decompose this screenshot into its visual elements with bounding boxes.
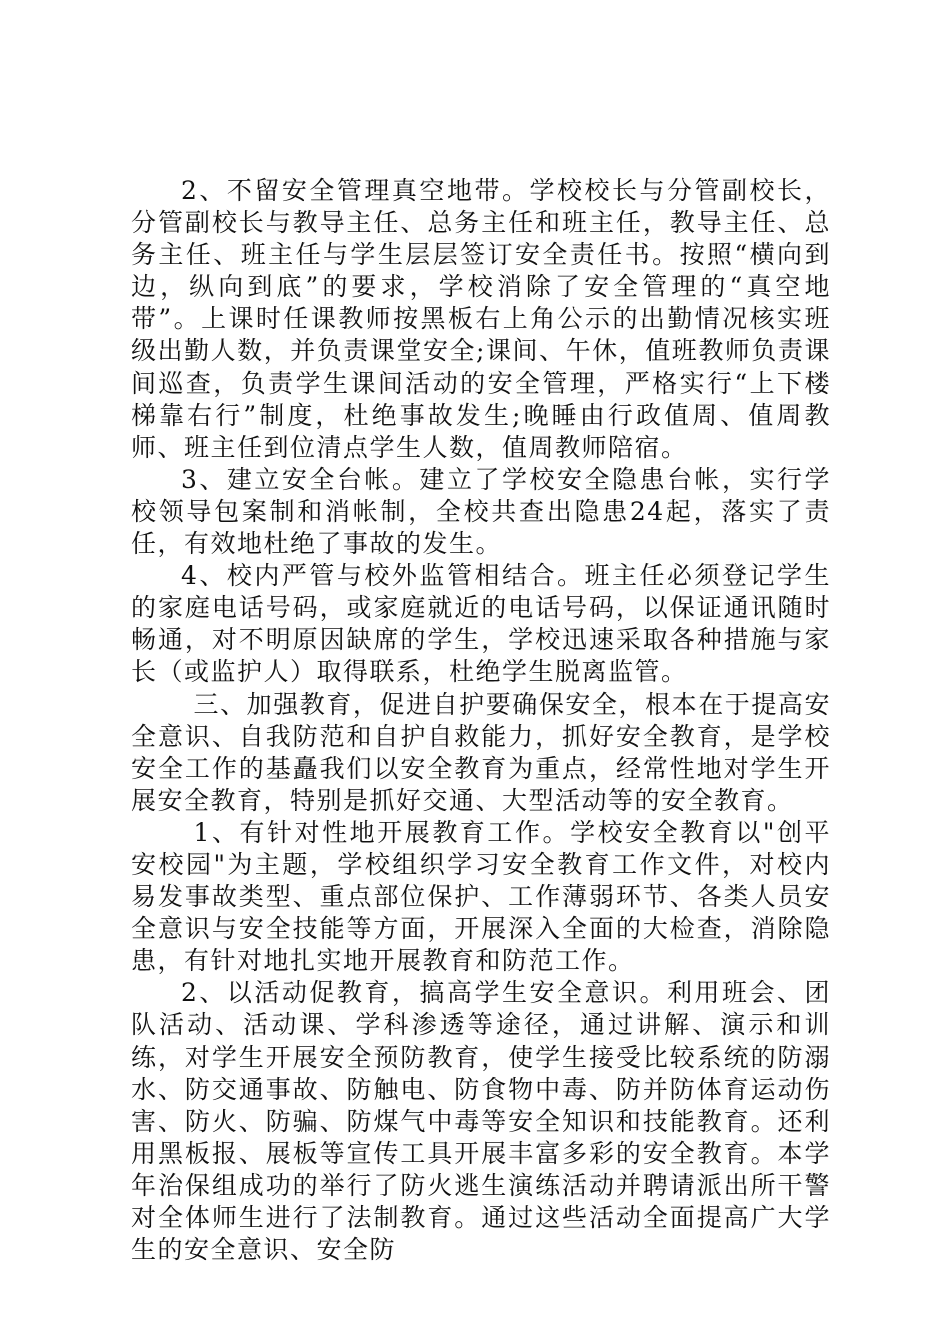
paragraph-targeted-education: 1、有针对性地开展教育工作。学校安全教育以"创平安校园"为主题，学校组织学习安全教育工作文件，对校内易发事故类型、重点部位保护、工作薄弱环节、各类人员安全意识与安全技能等方面，开展深入全面的大检查，消除隐患，有针对地扎实地开展教育和防范工作。 [131, 817, 831, 976]
paragraph-section-three: 三、加强教育，促进自护要确保安全，根本在于提高安全意识、自我防范和自护自救能力，抓好安全教育，是学校安全工作的基矗我们以安全教育为重点，经常性地对学生开展安全教育，特别是抓好交通、大型活动等的安全教育。 [131, 689, 831, 815]
paragraph-activity-education: 2、以活动促教育，搞高学生安全意识。利用班会、团队活动、活动课、学科渗透等途径，通过讲解、演示和训练，对学生开展安全预防教育，使学生接受比较系统的防溺水、防交通事故、防触电、防食物中毒、防并防体育运动伤害、防火、防骗、防煤气中毒等安全知识和技能教育。还利用黑板报、展板等宣传工具开展丰富多彩的安全教育。本学年治保组成功的举行了防火逃生演练活动并聘请派出所干警对全体师生进行了法制教育。通过这些活动全面提高广大学生的安全意识、安全防 [131, 978, 831, 1265]
document-body [131, 175, 831, 1266]
paragraph-supervision: 4、校内严管与校外监管相结合。班主任必须登记学生的家庭电话号码，或家庭就近的电话号码，以保证通讯随时畅通，对不明原因缺席的学生，学校迅速采取各种措施与家长（或监护人）取得联系，杜绝学生脱离监管。 [131, 561, 831, 687]
paragraph-safety-management: 2、不留安全管理真空地带。学校校长与分管副校长，分管副校长与教导主任、总务主任和班主任，教导主任、总务主任、班主任与学生层层签订安全责任书。按照“横向到边，纵向到底”的要求，学校消除了安全管理的“真空地带”。上课时任课教师按黑板右上角公示的出勤情况核实班级出勤人数，并负责课堂安全;课间、午休，值班教师负责课间巡查，负责学生课间活动的安全管理，严格实行“上下楼梯靠右行”制度，杜绝事故发生;晚睡由行政值周、值周教师、班主任到位清点学生人数，值周教师陪宿。 [131, 176, 831, 462]
paragraph-safety-ledger: 3、建立安全台帐。建立了学校安全隐患台帐，实行学校领导包案制和消帐制，全校共查出隐患24起，落实了责任，有效地杜绝了事故的发生。 [131, 464, 831, 559]
